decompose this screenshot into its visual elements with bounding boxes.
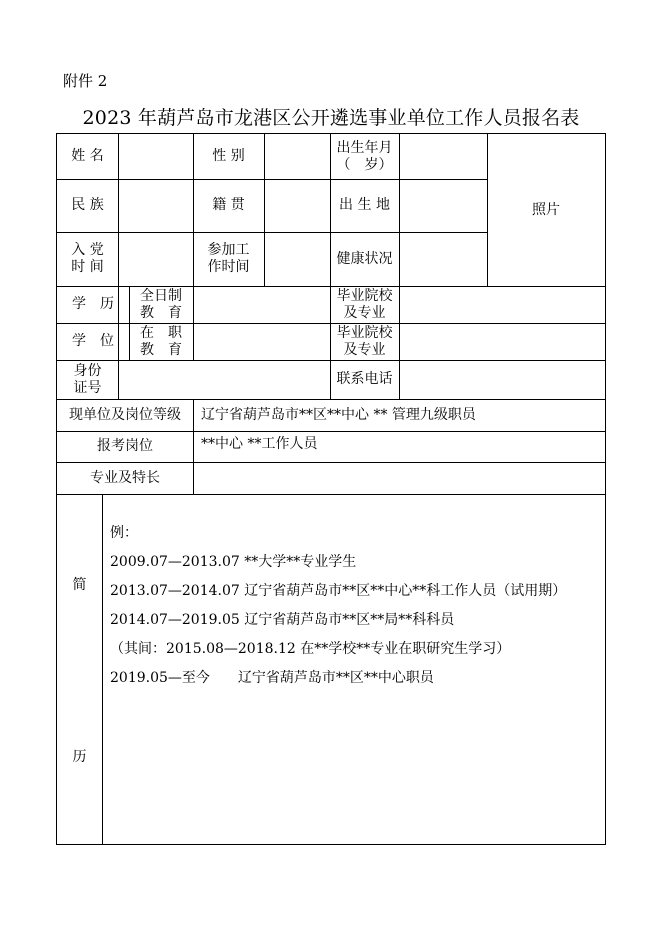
school-label-line1: 毕业院校 bbox=[336, 324, 393, 341]
id-number-label bbox=[57, 360, 118, 399]
current-unit-label: 现单位及岗位等级 bbox=[69, 406, 181, 423]
school-label-line2: 及专业 bbox=[343, 341, 386, 358]
native-place-label: 籍 贯 bbox=[212, 197, 245, 213]
native-place-field[interactable] bbox=[264, 179, 330, 232]
degree-label: 学 位 bbox=[72, 333, 114, 349]
school-label-line2: 及专业 bbox=[343, 304, 386, 321]
resume-label-top: 简 bbox=[72, 576, 87, 593]
age-label: （ 岁） bbox=[336, 156, 393, 173]
resume-line: 例： bbox=[110, 525, 138, 541]
attachment-label: 附件 2 bbox=[63, 72, 108, 90]
id-number-field[interactable] bbox=[118, 360, 330, 399]
specialty-label: 专业及特长 bbox=[90, 469, 160, 486]
party-join-field[interactable] bbox=[118, 232, 193, 286]
phone-label: 联系电话 bbox=[336, 371, 393, 387]
gender-field[interactable] bbox=[264, 134, 330, 179]
birthplace-label: 出 生 地 bbox=[339, 197, 390, 213]
name-field[interactable] bbox=[118, 134, 193, 179]
work-start-field[interactable] bbox=[264, 232, 330, 286]
ethnicity-field[interactable] bbox=[118, 179, 193, 232]
fulltime-school-field[interactable] bbox=[399, 286, 605, 323]
fulltime-education-field[interactable] bbox=[193, 286, 330, 323]
fulltime-label-line1: 全日制 bbox=[140, 287, 182, 304]
id-label-line1: 身份 bbox=[73, 362, 102, 379]
health-field[interactable] bbox=[399, 232, 487, 286]
phone-field[interactable] bbox=[399, 360, 605, 399]
resume-label-bottom: 历 bbox=[72, 748, 87, 765]
resume-line: 2019.05—至今 辽宁省葫芦岛市**区**中心职员 bbox=[110, 670, 434, 686]
resume-line: 2013.07—2014.07 辽宁省葫芦岛市**区**中心**科工作人员（试用期） bbox=[110, 583, 567, 599]
party-label-line2: 时 间 bbox=[71, 259, 104, 275]
inservice-education-field[interactable] bbox=[193, 323, 330, 360]
birth-date-label bbox=[330, 134, 399, 179]
resume-content[interactable] bbox=[110, 519, 566, 693]
photo-area[interactable]: 照片 bbox=[532, 201, 560, 218]
inservice-school-label bbox=[330, 323, 399, 360]
inservice-school-field[interactable] bbox=[399, 323, 605, 360]
work-label-line2: 作时间 bbox=[207, 259, 250, 275]
resume-line: 2009.07—2013.07 **大学**专业学生 bbox=[110, 554, 357, 570]
fulltime-label-line2: 教 育 bbox=[140, 304, 182, 321]
fulltime-school-label bbox=[330, 286, 399, 323]
birth-label: 出生年月 bbox=[336, 139, 393, 156]
form-title: 2023 年葫芦岛市龙港区公开遴选事业单位工作人员报名表 bbox=[82, 107, 580, 129]
id-label-line2: 证号 bbox=[73, 379, 102, 396]
resume-line: （其间：2015.08—2018.12 在**学校**专业在职研究生学习） bbox=[110, 641, 511, 657]
birth-date-field[interactable] bbox=[399, 134, 487, 179]
work-start-label bbox=[193, 232, 264, 286]
position-label: 报考岗位 bbox=[97, 438, 153, 454]
fulltime-label bbox=[129, 286, 193, 323]
party-label-line1: 入 党 bbox=[71, 242, 104, 258]
education-label: 学 历 bbox=[72, 296, 114, 312]
specialty-field[interactable] bbox=[193, 462, 605, 494]
gender-label: 性 别 bbox=[212, 148, 245, 164]
health-label: 健康状况 bbox=[336, 250, 393, 267]
inservice-label-line2: 教 育 bbox=[140, 341, 182, 358]
name-label: 姓 名 bbox=[71, 148, 104, 164]
current-unit-field[interactable]: 辽宁省葫芦岛市**区**中心 ** 管理九级职员 bbox=[201, 406, 476, 423]
inservice-label bbox=[129, 323, 193, 360]
inservice-label-line1: 在 职 bbox=[140, 324, 182, 341]
party-join-label bbox=[57, 232, 118, 286]
ethnicity-label: 民 族 bbox=[71, 197, 104, 213]
work-label-line1: 参加工 bbox=[207, 242, 250, 258]
resume-line: 2014.07—2019.05 辽宁省葫芦岛市**区**局**科科员 bbox=[110, 612, 455, 628]
registration-form bbox=[56, 133, 606, 845]
position-field[interactable]: **中心 **工作人员 bbox=[201, 436, 318, 452]
birthplace-field[interactable] bbox=[399, 179, 487, 232]
school-label-line1: 毕业院校 bbox=[336, 287, 393, 304]
